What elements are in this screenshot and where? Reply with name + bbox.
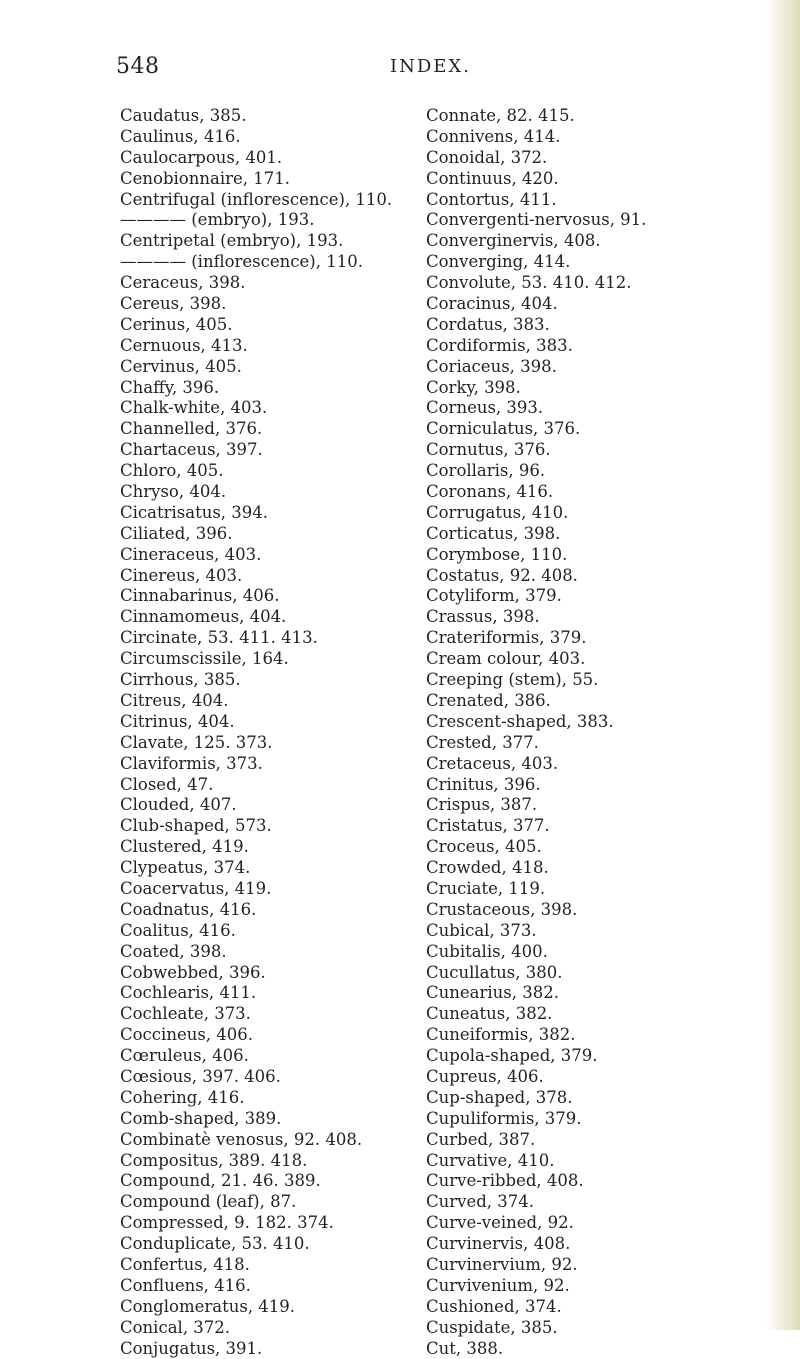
index-entry: Crassus, 398. (426, 607, 540, 627)
index-entry: Cobwebbed, 396. (120, 962, 266, 982)
index-entry: Caulinus, 416. (120, 126, 241, 146)
index-entry: Crustaceous, 398. (426, 899, 578, 919)
index-entry: ———— (embryo), 193. (120, 210, 315, 230)
index-entry: Corollaris, 96. (426, 461, 546, 481)
index-entry: Chartaceus, 397. (120, 440, 263, 460)
index-entry: Cruciate, 119. (426, 878, 546, 898)
index-entry: Curvivenium, 92. (426, 1275, 570, 1295)
index-entry: Conjugatus, 391. (120, 1338, 263, 1358)
index-column-left (120, 106, 420, 1359)
index-entry: Continuus, 420. (426, 168, 559, 188)
index-entry: Curve-veined, 92. (426, 1213, 574, 1233)
index-entry: Coadnatus, 416. (120, 899, 257, 919)
index-entry: Closed, 47. (120, 774, 214, 794)
index-entry: Cordiformis, 383. (426, 335, 573, 355)
index-entry: Cuneiformis, 382. (426, 1025, 576, 1045)
index-entry: Connivens, 414. (426, 126, 561, 146)
index-entry: Coccineus, 406. (120, 1025, 254, 1045)
index-entry: Conduplicate, 53. 410. (120, 1234, 310, 1254)
index-entry: Circumscissile, 164. (120, 649, 289, 669)
index-entry: Contortus, 411. (426, 189, 557, 209)
index-entry: Circinate, 53. 411. 413. (120, 628, 318, 648)
index-entry: Convolute, 53. 410. 412. (426, 273, 632, 293)
index-entry: Cornutus, 376. (426, 440, 551, 460)
index-entry: Cernuous, 413. (120, 335, 248, 355)
index-entry: Caudatus, 385. (120, 106, 247, 125)
index-entry: Cream colour, 403. (426, 649, 586, 669)
index-entry: Coriaceus, 398. (426, 356, 557, 376)
index-entry: Cushioned, 374. (426, 1296, 562, 1316)
index-entry: Coalitus, 416. (120, 920, 236, 940)
index-entry: Cubitalis, 400. (426, 941, 548, 961)
index-entry: Chaffy, 396. (120, 377, 220, 397)
index-column-right (426, 106, 766, 1359)
index-entry: Cochlearis, 411. (120, 983, 257, 1003)
index-entry: Confertus, 418. (120, 1254, 250, 1274)
index-entry: ———— (inflorescence), 110. (120, 252, 363, 272)
index-entry: Claviformis, 373. (120, 753, 263, 773)
index-entry: Corniculatus, 376. (426, 419, 581, 439)
index-entry: Curvinervis, 408. (426, 1234, 571, 1254)
index-entry: Coacervatus, 419. (120, 878, 272, 898)
index-entry: Compound, 21. 46. 389. (120, 1171, 321, 1191)
index-entry: Connate, 82. 415. (426, 106, 575, 125)
index-entry: Conical, 372. (120, 1317, 231, 1337)
index-entry: Coronans, 416. (426, 482, 554, 502)
index-entry: Cochleate, 373. (120, 1004, 251, 1024)
index-entry: Croceus, 405. (426, 837, 542, 857)
index-entry: Corneus, 393. (426, 398, 544, 418)
index-entry: Curved, 374. (426, 1192, 535, 1212)
index-entry: Cubical, 373. (426, 920, 537, 940)
index-entry: Citrinus, 404. (120, 711, 235, 731)
index-entry: Cunearius, 382. (426, 983, 559, 1003)
index-entry: Corrugatus, 410. (426, 502, 569, 522)
index-entry: Cicatrisatus, 394. (120, 502, 269, 522)
index-entry: Chloro, 405. (120, 461, 224, 481)
index-entry: Convergenti-nervosus, 91. (426, 210, 647, 230)
index-entry: Centripetal (embryo), 193. (120, 231, 344, 251)
index-entry: Combinatè venosus, 92. 408. (120, 1129, 363, 1149)
index-entry: Comb-shaped, 389. (120, 1108, 282, 1128)
index-entry: Cervinus, 405. (120, 356, 242, 376)
index-entry: Cinereus, 403. (120, 565, 243, 585)
index-entry: Compressed, 9. 182. 374. (120, 1213, 334, 1233)
index-entry: Cupuliformis, 379. (426, 1108, 582, 1128)
index-entry: Curbed, 387. (426, 1129, 536, 1149)
index-entry: Crowded, 418. (426, 858, 549, 878)
index-entry: Cinnamomeus, 404. (120, 607, 287, 627)
index-entry: Corticatus, 398. (426, 523, 561, 543)
index-entry: Cohering, 416. (120, 1087, 245, 1107)
page-edge-shading (766, 0, 800, 1330)
index-entry: Centrifugal (inflorescence), 110. (120, 189, 393, 209)
index-entry: Cineraceus, 403. (120, 544, 262, 564)
index-entry: Crateriformis, 379. (426, 628, 587, 648)
index-entry: Crenated, 386. (426, 690, 551, 710)
index-entry: Clouded, 407. (120, 795, 237, 815)
index-entry: Curvative, 410. (426, 1150, 555, 1170)
index-entry: Cretaceus, 403. (426, 753, 559, 773)
index-entry: Cordatus, 383. (426, 314, 550, 334)
index-entry: Cœruleus, 406. (120, 1046, 249, 1066)
index-entry: Corky, 398. (426, 377, 521, 397)
index-entry: Curve-ribbed, 408. (426, 1171, 584, 1191)
index-entry: Crinitus, 396. (426, 774, 541, 794)
index-entry: Ciliated, 396. (120, 523, 233, 543)
index-entry: Cristatus, 377. (426, 816, 550, 836)
index-entry: Cuneatus, 382. (426, 1004, 553, 1024)
index-entry: Clypeatus, 374. (120, 858, 251, 878)
index-entry: Citreus, 404. (120, 690, 229, 710)
index-entry: Chryso, 404. (120, 482, 227, 502)
index-entry: Chalk-white, 403. (120, 398, 268, 418)
index-entry: Cuspidate, 385. (426, 1317, 558, 1337)
index-entry: Cœsious, 397. 406. (120, 1066, 281, 1086)
index-entry: Cupreus, 406. (426, 1066, 544, 1086)
index-entry: Coracinus, 404. (426, 294, 558, 314)
index-entry: Costatus, 92. 408. (426, 565, 578, 585)
index-entry: Converginervis, 408. (426, 231, 601, 251)
index-entry: Corymbose, 110. (426, 544, 568, 564)
index-entry: Creeping (stem), 55. (426, 670, 599, 690)
index-entry: Crispus, 387. (426, 795, 538, 815)
index-entry: Cereus, 398. (120, 294, 227, 314)
index-entry: Crescent-shaped, 383. (426, 711, 614, 731)
index-entry: Converging, 414. (426, 252, 571, 272)
index-entry: Cut, 388. (426, 1338, 504, 1358)
index-entry: Coated, 398. (120, 941, 227, 961)
index-entry: Clavate, 125. 373. (120, 732, 273, 752)
index-entry: Club-shaped, 573. (120, 816, 272, 836)
index-entry: Cupola-shaped, 379. (426, 1046, 598, 1066)
index-entry: Cenobionnaire, 171. (120, 168, 290, 188)
index-entry: Compositus, 389. 418. (120, 1150, 308, 1170)
index-entry: Clustered, 419. (120, 837, 249, 857)
index-entry: Conoidal, 372. (426, 147, 548, 167)
index-entry: Cinnabarinus, 406. (120, 586, 280, 606)
index-entry: Curvinervium, 92. (426, 1254, 578, 1274)
index-entry: Channelled, 376. (120, 419, 263, 439)
index-entry: Cerinus, 405. (120, 314, 233, 334)
index-entry: Cup-shaped, 378. (426, 1087, 573, 1107)
index-entry: Conglomeratus, 419. (120, 1296, 296, 1316)
page-number: 548 (116, 54, 160, 79)
index-entry: Crested, 377. (426, 732, 539, 752)
index-entry: Cucullatus, 380. (426, 962, 563, 982)
index-entry: Compound (leaf), 87. (120, 1192, 297, 1212)
index-entry: Cotyliform, 379. (426, 586, 562, 606)
running-head: INDEX. (390, 56, 471, 77)
index-entry: Cirrhous, 385. (120, 670, 241, 690)
index-entry: Confluens, 416. (120, 1275, 251, 1295)
index-entry: Caulocarpous, 401. (120, 147, 283, 167)
index-entry: Ceraceus, 398. (120, 273, 246, 293)
